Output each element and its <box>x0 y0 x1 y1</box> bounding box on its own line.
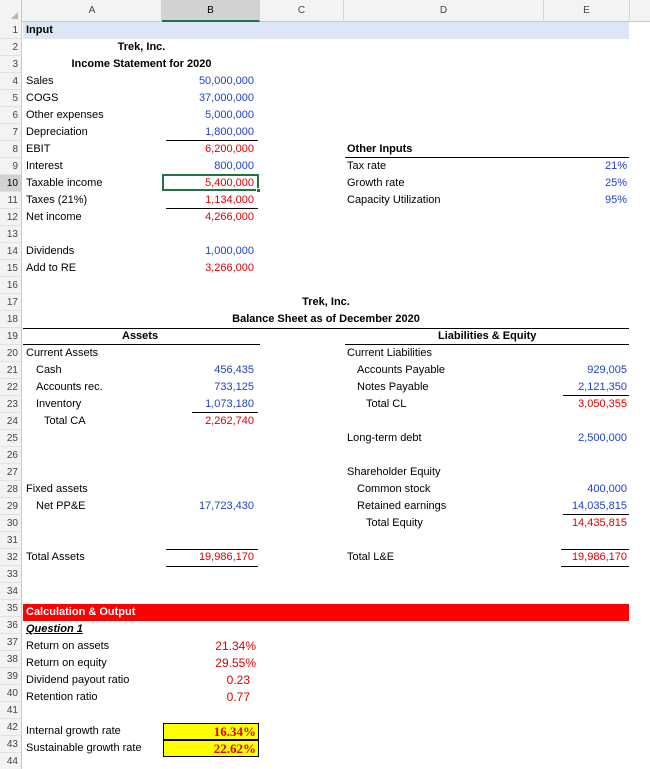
row-header[interactable]: 32 <box>0 549 22 566</box>
common-stock-value[interactable]: 400,000 <box>587 483 627 495</box>
notes-payable-label[interactable]: Notes Payable <box>357 381 429 393</box>
row-header[interactable]: 42 <box>0 719 22 736</box>
row-header[interactable]: 15 <box>0 260 22 277</box>
total-assets-label[interactable]: Total Assets <box>26 551 85 563</box>
tax-rate-value[interactable]: 21% <box>604 160 627 172</box>
double-underline <box>561 566 629 567</box>
sales-value[interactable]: 50,000,000 <box>198 75 254 87</box>
cash-value[interactable]: 456,435 <box>214 364 254 376</box>
row-header[interactable]: 33 <box>0 566 22 583</box>
current-liabilities-label[interactable]: Current Liabilities <box>347 347 432 359</box>
balance-sheet-title[interactable]: Balance Sheet as of December 2020 <box>232 313 420 325</box>
internal-growth-value[interactable]: 16.34% <box>213 724 256 739</box>
taxes-label[interactable]: Taxes (21%) <box>26 194 88 206</box>
sustainable-growth-value[interactable]: 22.62% <box>213 741 256 756</box>
liabilities-equity-header[interactable]: Liabilities & Equity <box>438 330 537 342</box>
row-header[interactable]: 18 <box>0 311 22 328</box>
shareholder-equity-label[interactable]: Shareholder Equity <box>347 466 441 478</box>
taxable-income-value[interactable]: 5,400,000 <box>205 177 254 189</box>
total-equity-value[interactable]: 14,435,815 <box>571 517 627 529</box>
balance-company-name[interactable]: Trek, Inc. <box>302 296 350 308</box>
row-header[interactable]: 21 <box>0 362 22 379</box>
capacity-utilization-label[interactable]: Capacity Utilization <box>347 194 441 206</box>
input-section-band <box>23 22 629 39</box>
ebit-label[interactable]: EBIT <box>26 143 51 155</box>
growth-rate-label[interactable]: Growth rate <box>347 177 405 189</box>
row-header[interactable]: 13 <box>0 226 22 243</box>
column-header-e[interactable]: E <box>544 0 630 22</box>
row-header[interactable]: 25 <box>0 430 22 447</box>
row-header[interactable]: 43 <box>0 736 22 753</box>
row-header[interactable]: 22 <box>0 379 22 396</box>
internal-growth-label[interactable]: Internal growth rate <box>26 725 121 737</box>
column-header-c[interactable]: C <box>260 0 344 22</box>
accounts-payable-value[interactable]: 929,005 <box>587 364 627 376</box>
other-expenses-label[interactable]: Other expenses <box>26 109 104 121</box>
row-header[interactable]: 39 <box>0 668 22 685</box>
row-header[interactable]: 28 <box>0 481 22 498</box>
row-header[interactable]: 35 <box>0 600 22 617</box>
dividend-payout-label[interactable]: Dividend payout ratio <box>26 674 130 686</box>
row-header[interactable]: 2 <box>0 39 22 56</box>
double-underline <box>166 566 258 567</box>
select-all-corner[interactable] <box>0 0 22 22</box>
taxes-value[interactable]: 1,134,000 <box>205 194 254 206</box>
column-header-bar <box>0 0 650 22</box>
assets-header[interactable]: Assets <box>122 330 159 342</box>
total-le-value[interactable]: 19,986,170 <box>571 551 627 563</box>
row-header[interactable]: 7 <box>0 124 22 141</box>
cogs-label[interactable]: COGS <box>26 92 59 104</box>
header-rule <box>23 328 629 329</box>
row-header[interactable]: 19 <box>0 328 22 345</box>
row-header[interactable]: 8 <box>0 141 22 158</box>
total-assets-value[interactable]: 19,986,170 <box>198 551 254 563</box>
cash-label[interactable]: Cash <box>36 364 62 376</box>
sales-label[interactable]: Sales <box>26 75 54 87</box>
row-header[interactable]: 16 <box>0 277 22 294</box>
row-header[interactable]: 29 <box>0 498 22 515</box>
total-cl-value[interactable]: 3,050,355 <box>578 398 627 410</box>
total-equity-label[interactable]: Total Equity <box>366 517 423 529</box>
row-header[interactable]: 11 <box>0 192 22 209</box>
cogs-value[interactable]: 37,000,000 <box>198 92 254 104</box>
interest-label[interactable]: Interest <box>26 160 63 172</box>
capacity-utilization-value[interactable]: 95% <box>604 194 627 206</box>
input-label[interactable]: Input <box>26 24 53 36</box>
income-statement-title[interactable]: Income Statement for 2020 <box>71 58 212 70</box>
accounts-payable-label[interactable]: Accounts Payable <box>357 364 446 376</box>
row-header[interactable]: 38 <box>0 651 22 668</box>
row-header[interactable]: 23 <box>0 396 22 413</box>
tax-rate-label[interactable]: Tax rate <box>347 160 387 172</box>
depreciation-value[interactable]: 1,800,000 <box>205 126 254 138</box>
total-ca-label[interactable]: Total CA <box>44 415 86 427</box>
total-cl-label[interactable]: Total CL <box>366 398 407 410</box>
accounts-receivable-label[interactable]: Accounts rec. <box>36 381 103 393</box>
row-header[interactable]: 10 <box>0 175 22 192</box>
retained-earnings-value[interactable]: 14,035,815 <box>571 500 627 512</box>
row-header[interactable]: 31 <box>0 532 22 549</box>
row-header[interactable]: 24 <box>0 413 22 430</box>
row-header[interactable]: 26 <box>0 447 22 464</box>
roe-label[interactable]: Return on equity <box>26 657 107 669</box>
column-header-a[interactable]: A <box>23 0 162 22</box>
net-income-label[interactable]: Net income <box>26 211 82 223</box>
roa-label[interactable]: Return on assets <box>26 640 110 652</box>
other-expenses-value[interactable]: 5,000,000 <box>205 109 254 121</box>
row-header[interactable]: 14 <box>0 243 22 260</box>
row-header[interactable]: 37 <box>0 634 22 651</box>
roe-value[interactable]: 29.55% <box>215 656 256 670</box>
total-le-label[interactable]: Total L&E <box>347 551 395 563</box>
active-cell-selection[interactable] <box>162 174 259 191</box>
row-header[interactable]: 3 <box>0 56 22 73</box>
row-header[interactable]: 40 <box>0 685 22 702</box>
interest-value[interactable]: 800,000 <box>214 160 254 172</box>
sustainable-growth-label[interactable]: Sustainable growth rate <box>26 742 142 754</box>
dividends-label[interactable]: Dividends <box>26 245 75 257</box>
retention-ratio-value[interactable]: 0.77 <box>226 690 250 704</box>
row-header[interactable]: 17 <box>0 294 22 311</box>
column-header-b[interactable]: B <box>162 0 260 22</box>
net-income-value[interactable]: 4,266,000 <box>205 211 254 223</box>
dividends-value[interactable]: 1,000,000 <box>205 245 254 257</box>
add-to-re-value[interactable]: 3,266,000 <box>205 262 254 274</box>
row-header[interactable]: 20 <box>0 345 22 362</box>
other-inputs-title[interactable]: Other Inputs <box>347 143 413 155</box>
taxable-income-label[interactable]: Taxable income <box>26 177 103 189</box>
row-header[interactable]: 44 <box>0 753 22 769</box>
growth-rate-value[interactable]: 25% <box>604 177 627 189</box>
row-header[interactable]: 36 <box>0 617 22 634</box>
retention-ratio-label[interactable]: Retention ratio <box>26 691 98 703</box>
ebit-value[interactable]: 6,200,000 <box>205 143 254 155</box>
income-company-name[interactable]: Trek, Inc. <box>117 41 166 53</box>
add-to-re-label[interactable]: Add to RE <box>26 262 77 274</box>
long-term-debt-label[interactable]: Long-term debt <box>347 432 422 444</box>
row-header[interactable]: 6 <box>0 107 22 124</box>
row-header[interactable]: 5 <box>0 90 22 107</box>
depreciation-label[interactable]: Depreciation <box>26 126 88 138</box>
output-label[interactable]: Calculation & Output <box>26 606 136 618</box>
column-header-d[interactable]: D <box>344 0 544 22</box>
notes-payable-value[interactable]: 2,121,350 <box>578 381 627 393</box>
roa-value[interactable]: 21.34% <box>215 639 256 653</box>
row-header[interactable]: 1 <box>0 22 22 39</box>
inventory-value[interactable]: 1,073,180 <box>205 398 254 410</box>
row-header[interactable]: 34 <box>0 583 22 600</box>
accounts-receivable-value[interactable]: 733,125 <box>214 381 254 393</box>
dividend-payout-value[interactable]: 0.23 <box>226 673 250 687</box>
row-header[interactable]: 27 <box>0 464 22 481</box>
net-ppe-label[interactable]: Net PP&E <box>36 500 86 512</box>
inventory-label[interactable]: Inventory <box>36 398 82 410</box>
retained-earnings-label[interactable]: Retained earnings <box>357 500 447 512</box>
row-header[interactable]: 41 <box>0 702 22 719</box>
net-ppe-value[interactable]: 17,723,430 <box>198 500 254 512</box>
row-header[interactable]: 9 <box>0 158 22 175</box>
row-header[interactable]: 4 <box>0 73 22 90</box>
common-stock-label[interactable]: Common stock <box>357 483 431 495</box>
long-term-debt-value[interactable]: 2,500,000 <box>578 432 627 444</box>
row-header[interactable]: 12 <box>0 209 22 226</box>
row-header[interactable]: 30 <box>0 515 22 532</box>
current-assets-label[interactable]: Current Assets <box>26 347 99 359</box>
question-label[interactable]: Question 1 <box>26 623 83 635</box>
fill-handle[interactable] <box>256 188 261 193</box>
total-ca-value[interactable]: 2,262,740 <box>205 415 254 427</box>
fixed-assets-label[interactable]: Fixed assets <box>26 483 88 495</box>
